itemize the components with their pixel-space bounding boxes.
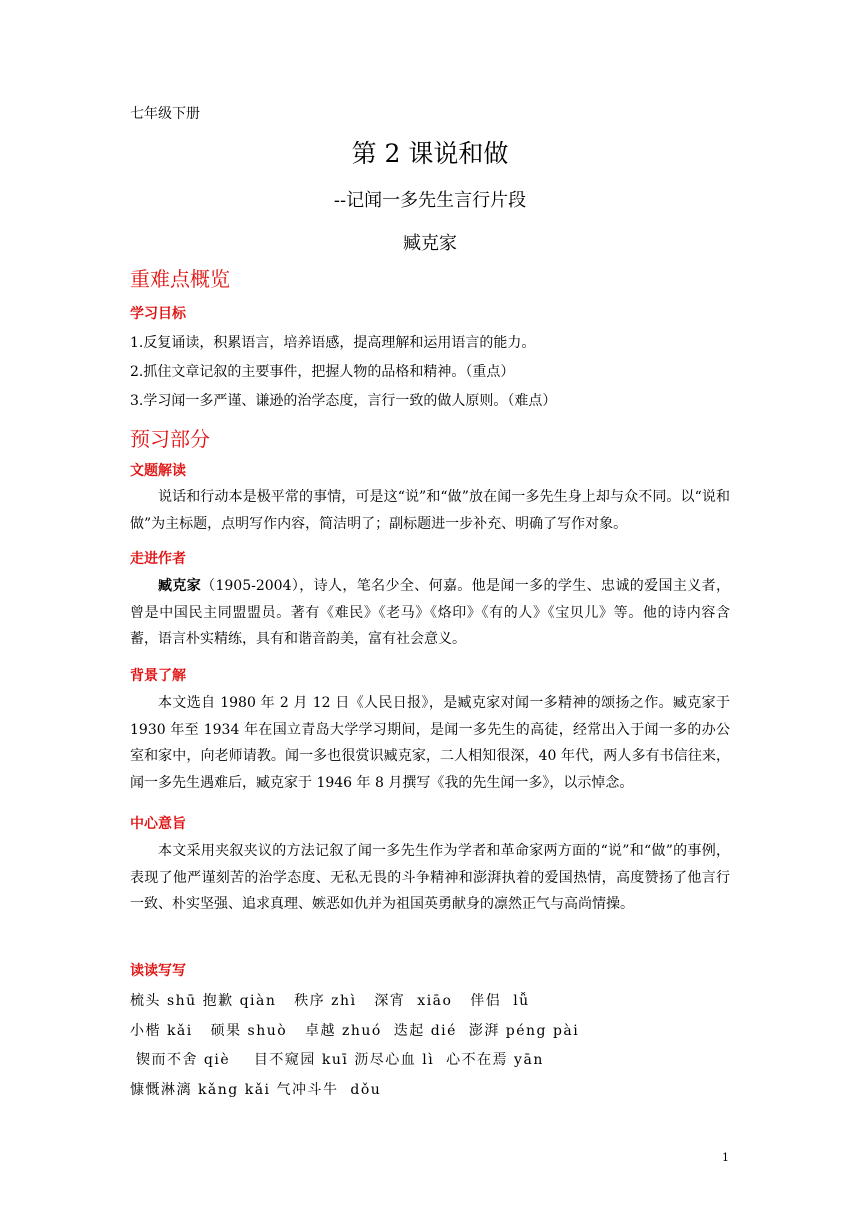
theme-heading: 中心意旨 xyxy=(130,816,186,832)
vocab-line: 小楷 kǎi 硕果 shuò 卓越 zhuó 迭起 dié 澎湃 péng pài xyxy=(130,1023,580,1039)
author-paragraph xyxy=(130,573,730,653)
goal-item: 2.抓住文章记叙的主要事件，把握人物的品格和精神。（重点） xyxy=(130,364,515,380)
lesson-title: 第 2 课说和做 xyxy=(351,139,509,168)
vocab-line: 梳头 shū 抱歉 qiàn 秩序 zhì 深宵 xiāo 伴侣 lǚ xyxy=(130,993,530,1009)
grade-label: 七年级下册 xyxy=(130,106,200,122)
background-paragraph: 本文选自 1980 年 2 月 12 日《人民日报》，是臧克家对闻一多精神的颂扬之作。臧克家于 1930 年至 1934 年在国立青岛大学学习期间，是闻一多先生的高徒，经常出入于闻一多的办公室和家中，向老师请教。闻一多也很赏识臧克家，二人相知很深，40 年代，两人多有书信往来，闻一多先生遇难后，臧克家于 1946 年 8 月撰写《我的先生闻一多》，以示悼念。 xyxy=(130,695,730,791)
preview-heading: 预习部分 xyxy=(130,427,210,451)
title-explain-heading: 文题解读 xyxy=(130,463,186,479)
title-explain-paragraph: 说话和行动本是极平常的事情，可是这“说”和“做”放在闻一多先生身上却与众不同。以“说和做”为主标题，点明写作内容，简洁明了；副标题进一步补充、明确了写作对象。 xyxy=(130,489,730,532)
lesson-subtitle: --记闻一多先生言行片段 xyxy=(333,190,527,211)
author-heading: 走进作者 xyxy=(130,551,186,567)
author-bio: （1905-2004），诗人，笔名少全、何嘉。他是闻一多的学生、忠诚的爱国主义者，曾是中国民主同盟盟员。著有《难民》《老马》《烙印》《有的人》《宝贝儿》等。他的诗内容含蓄，语言朴实精练，具有和谐音韵美，富有社会意义。 xyxy=(130,578,730,647)
vocab-line: 慷慨淋漓 kǎng kǎi 气冲斗牛 dǒu xyxy=(130,1082,382,1098)
goal-item: 3.学习闻一多严谨、谦逊的治学态度，言行一致的做人原则。（难点） xyxy=(130,393,557,409)
goal-item: 1.反复诵读，积累语言，培养语感，提高理解和运用语言的能力。 xyxy=(130,335,536,351)
overview-heading: 重难点概览 xyxy=(130,267,230,291)
vocab-heading: 读读写写 xyxy=(130,963,186,979)
background-heading: 背景了解 xyxy=(130,668,186,684)
vocab-line: 锲而不舍 qiè 目不窥园 kuī 沥尽心血 lì 心不在焉 yān xyxy=(130,1052,544,1068)
lesson-author: 臧克家 xyxy=(403,233,457,254)
theme-paragraph: 本文采用夹叙夹议的方法记叙了闻一多先生作为学者和革命家两方面的“说”和“做”的事例，表现了他严谨刻苦的治学态度、无私无畏的斗争精神和澎湃执着的爱国热情，高度赞扬了他言行一致、朴实坚强、追求真理、嫉恶如仇并为祖国英勇献身的凛然正气与高尚情操。 xyxy=(130,843,730,912)
page-number: 1 xyxy=(722,1151,729,1164)
author-name: 臧克家 xyxy=(158,578,202,594)
goals-heading: 学习目标 xyxy=(130,306,186,322)
